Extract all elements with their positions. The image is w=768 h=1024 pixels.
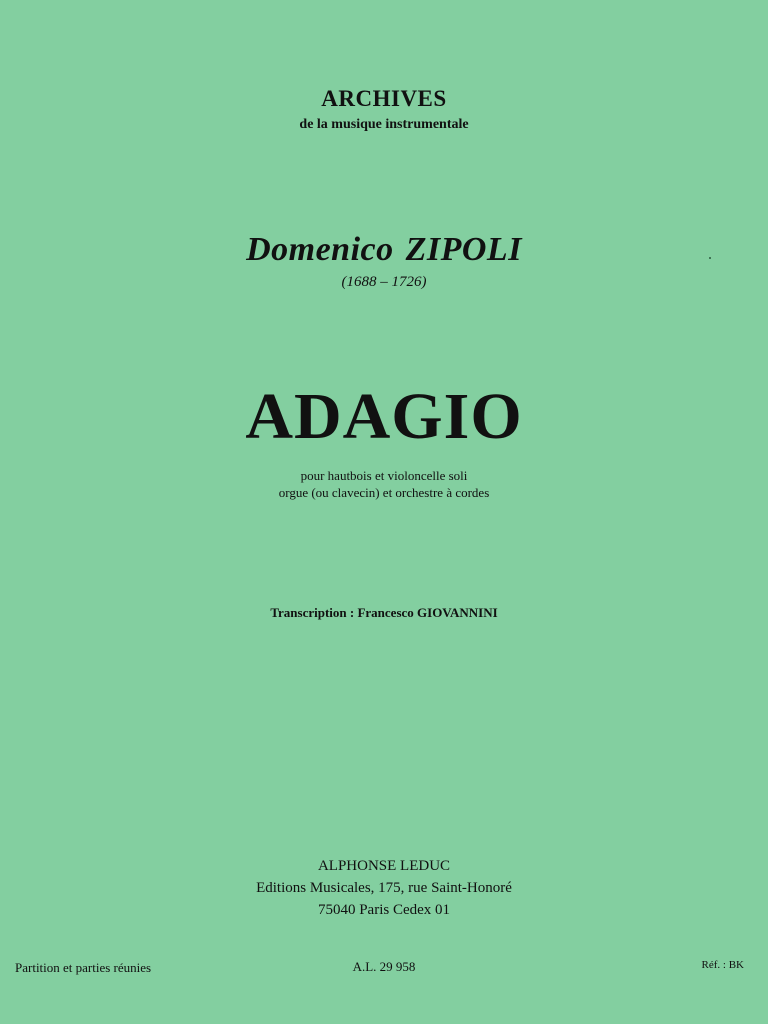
series-subtitle: de la musique instrumentale bbox=[299, 117, 469, 132]
series-title: ARCHIVES bbox=[321, 86, 447, 111]
paper-speck bbox=[709, 257, 711, 259]
publisher-name: ALPHONSE LEDUC bbox=[317, 858, 451, 874]
publisher-city: 75040 Paris Cedex 01 bbox=[317, 902, 451, 918]
composer-first-name: Domenico bbox=[246, 231, 394, 268]
edition-note: Partition et parties réunies bbox=[15, 960, 152, 975]
catalog-number: A.L. 29 958 bbox=[352, 959, 416, 974]
composer-dates: (1688 – 1726) bbox=[341, 274, 427, 290]
composer-name bbox=[0, 231, 768, 269]
instrumentation-line-1: pour hautbois et violoncelle soli bbox=[300, 468, 468, 483]
instrumentation-line-2: orgue (ou clavecin) et orchestre à cordes bbox=[278, 485, 490, 500]
reference-code: Réf. : BK bbox=[701, 959, 744, 971]
publisher-address: Editions Musicales, 175, rue Saint-Honoré bbox=[256, 880, 512, 896]
composer-last-name: ZIPOLI bbox=[405, 231, 522, 268]
transcription-credit: Transcription : Francesco GIOVANNINI bbox=[270, 605, 498, 620]
work-title: ADAGIO bbox=[245, 380, 523, 453]
